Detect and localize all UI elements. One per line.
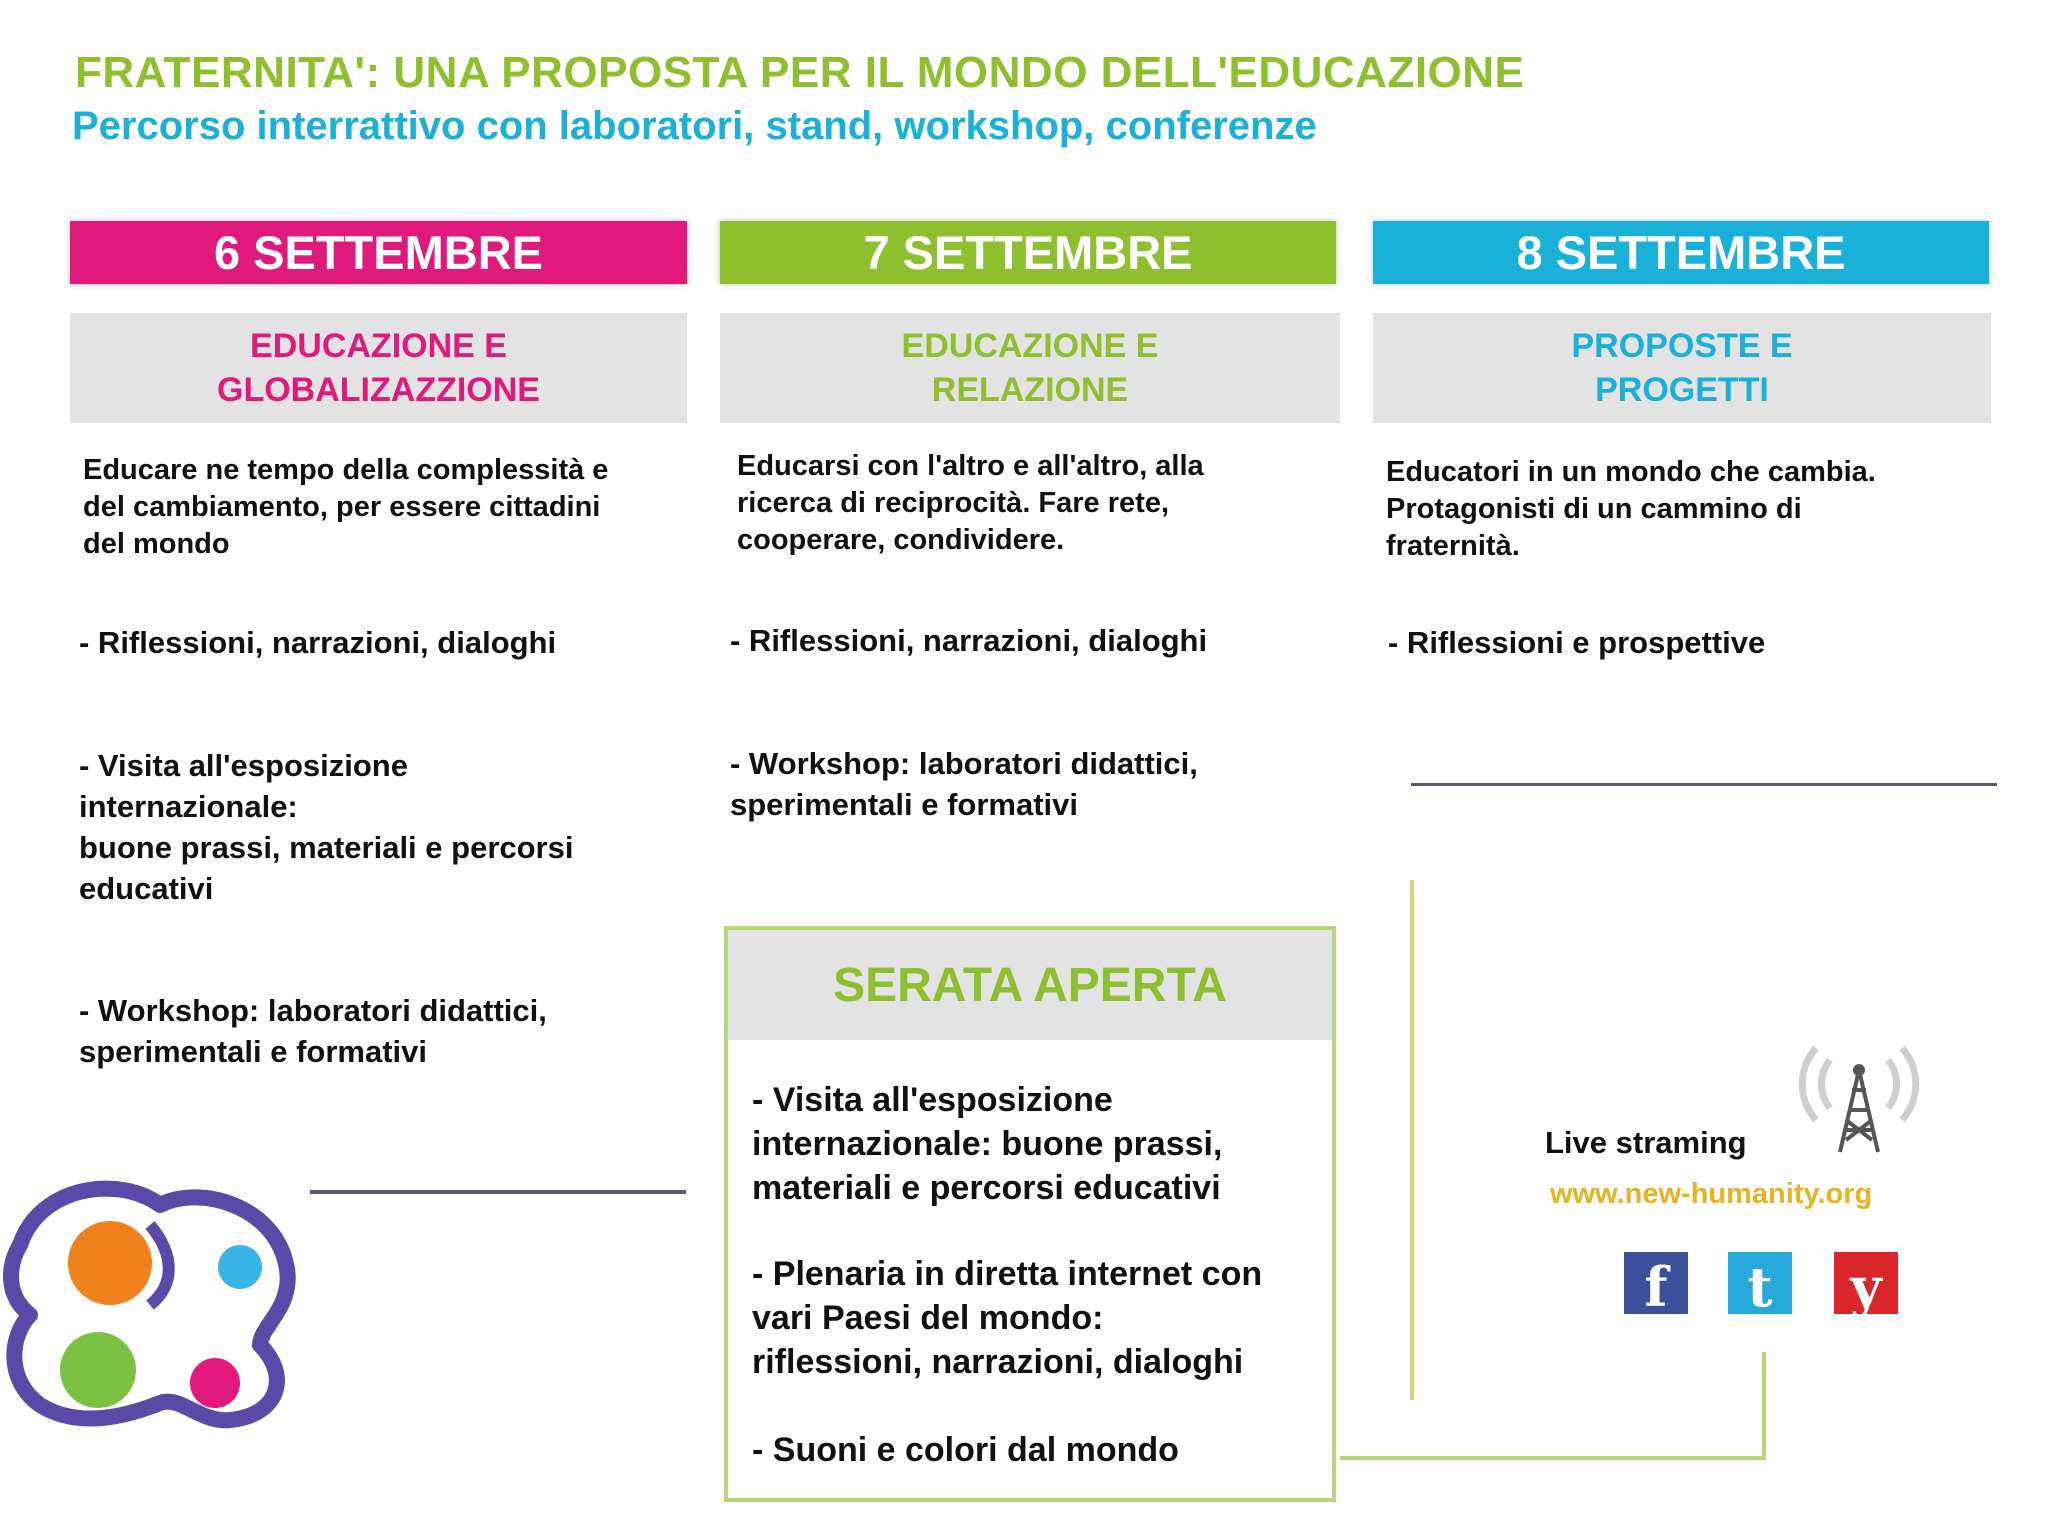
topic-line: RELAZIONE [931, 371, 1129, 409]
day-bullet: - Riflessioni e prospettive [1388, 625, 1766, 660]
day-header-8: 8 SETTEMBRE [1373, 221, 1989, 284]
broadcast-antenna-icon [1788, 1030, 1930, 1160]
facebook-icon[interactable]: f [1624, 1252, 1688, 1314]
divider-line [310, 1190, 686, 1194]
divider-line [1411, 783, 1997, 786]
serata-item: - Visita all'esposizione internazionale: buone prassi, materiali e percorsi educativi [752, 1081, 1223, 1207]
intro-line: Educarsi con l'altro e all'altro, alla [737, 450, 1204, 482]
connector-line [1762, 1352, 1766, 1460]
serata-item: - Suoni e colori dal mondo [752, 1431, 1179, 1469]
day-header-6: 6 SETTEMBRE [70, 221, 687, 284]
intro-line: Educatori in un mondo che cambia. [1386, 456, 1876, 488]
day-bullet: - Riflessioni, narrazioni, dialoghi [730, 623, 1208, 658]
youtube-icon[interactable]: y [1834, 1252, 1898, 1314]
streaming-url-link[interactable]: www.new-humanity.org [1550, 1178, 1873, 1210]
day-topic-6 [70, 313, 687, 423]
intro-line: del cambiamento, per essere cittadini [83, 491, 601, 523]
topic-line: PROGETTI [1595, 371, 1769, 409]
connector-line [1410, 880, 1414, 1400]
intro-line: fraternità. [1386, 530, 1520, 562]
day-intro-6 [83, 452, 693, 563]
topic-line: EDUCAZIONE E [250, 327, 507, 365]
page-subtitle: Percorso interrattivo con laboratori, stand, workshop, conferenze [72, 104, 1317, 148]
day-topic-7 [720, 313, 1340, 423]
intro-line: Protagonisti di un cammino di [1386, 493, 1802, 525]
day-bullet: - Workshop: laboratori didattici, sperimentali e formativi [730, 746, 1198, 822]
serata-box [724, 926, 1336, 1502]
streaming-label: Live straming [1545, 1125, 1747, 1160]
intro-line: ricerca di reciprocità. Fare rete, [737, 487, 1169, 519]
day-intro-7 [737, 448, 1337, 559]
intro-line: cooperare, condividere. [737, 524, 1065, 556]
day-topic-8 [1373, 313, 1991, 423]
connector-line [1340, 1456, 1765, 1460]
twitter-icon[interactable]: t [1728, 1252, 1792, 1314]
intro-line: del mondo [83, 528, 230, 560]
topic-line: PROPOSTE E [1571, 327, 1793, 365]
day-bullet: - Visita all'esposizione internazionale: buone prassi, materiali e percorsi educativi [79, 748, 574, 906]
serata-title: SERATA APERTA [728, 930, 1332, 1040]
organization-logo [0, 1165, 300, 1435]
topic-line: EDUCAZIONE E [901, 327, 1159, 365]
topic-line: GLOBALIZAZZIONE [217, 371, 540, 409]
day-bullet: - Riflessioni, narrazioni, dialoghi [79, 625, 557, 660]
day-bullet: - Workshop: laboratori didattici, sperimentali e formativi [79, 993, 547, 1069]
intro-line: Educare ne tempo della complessità e [83, 454, 609, 486]
day-intro-8 [1386, 454, 1986, 565]
day-header-7: 7 SETTEMBRE [720, 221, 1336, 284]
serata-item: - Plenaria in diretta internet con vari Paesi del mondo: riflessioni, narrazioni, dialoghi [752, 1255, 1263, 1381]
page-title: FRATERNITA': UNA PROPOSTA PER IL MONDO DELL'EDUCAZIONE [75, 48, 1525, 97]
